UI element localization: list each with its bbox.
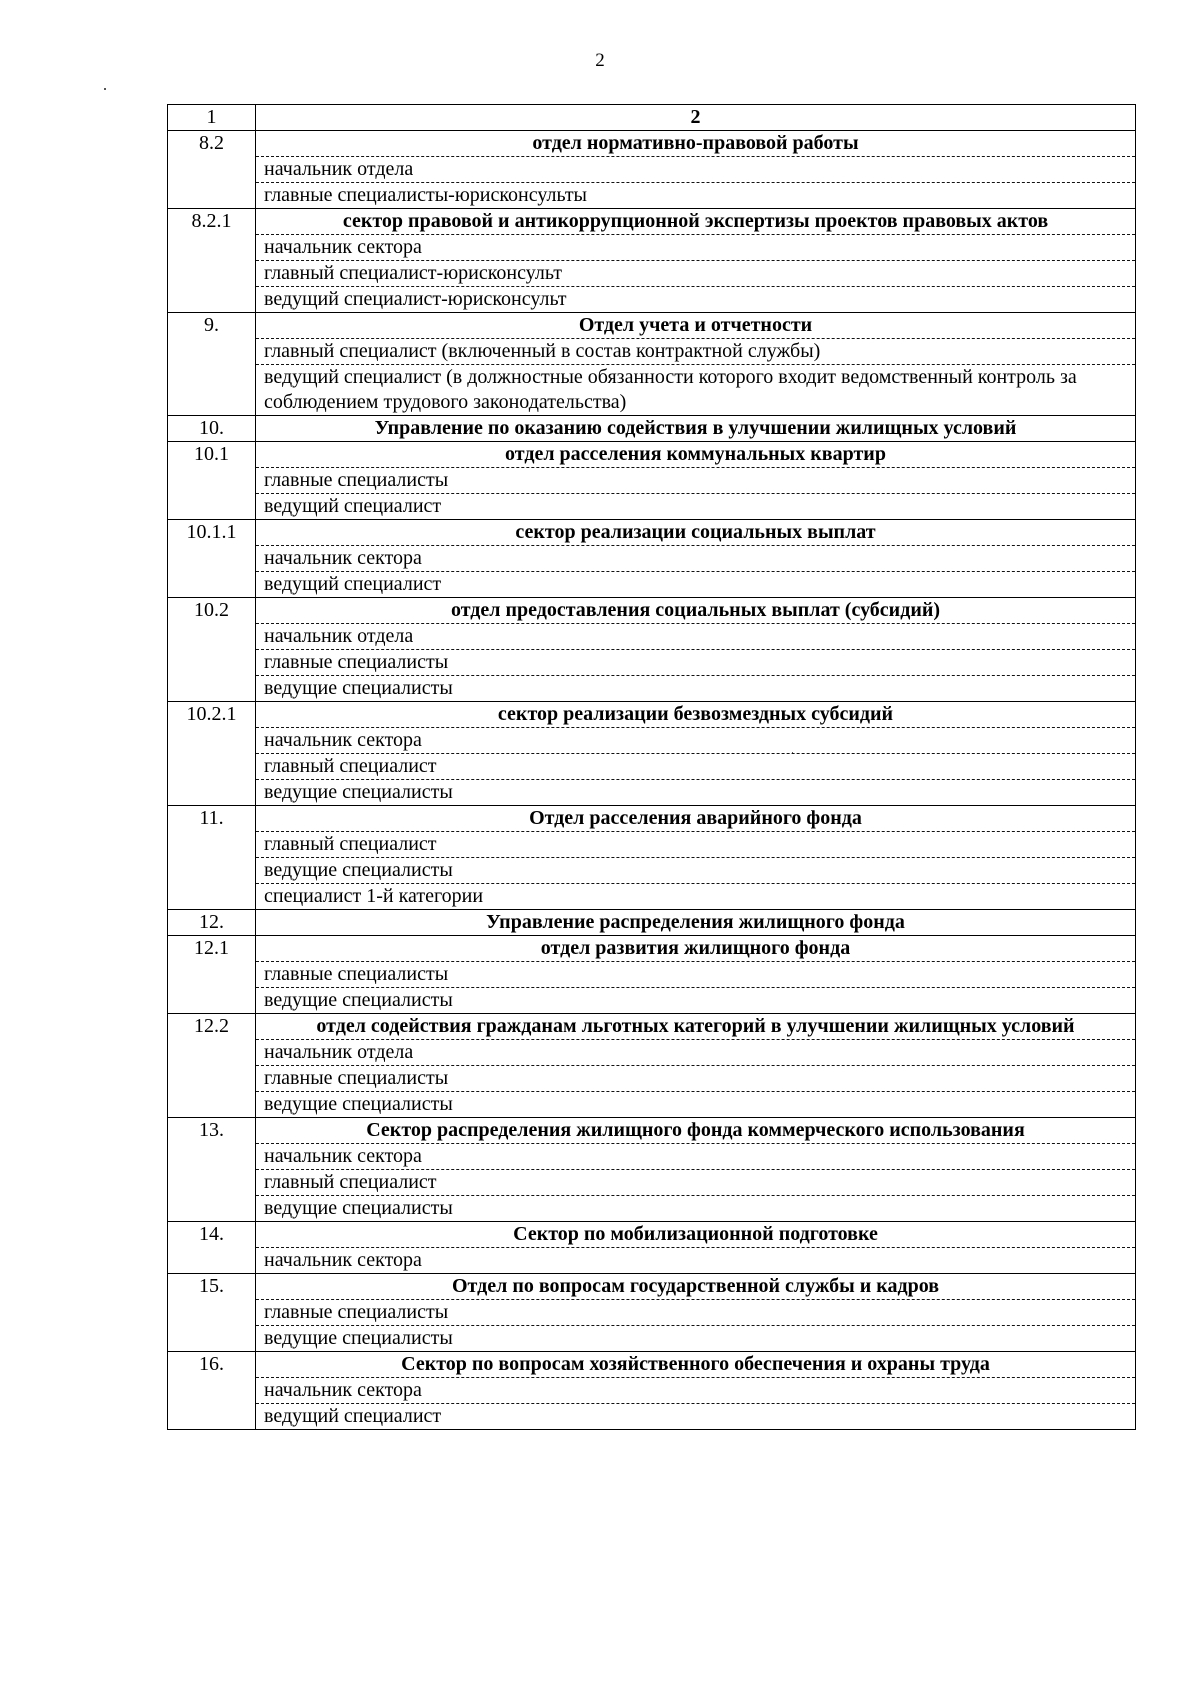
position-name: главные специалисты — [256, 962, 1136, 988]
section-row — [168, 598, 1136, 624]
section-title: отдел предоставления социальных выплат (субсидий) — [256, 598, 1136, 624]
position-name: ведущие специалисты — [256, 1326, 1136, 1352]
scan-speck — [104, 88, 106, 90]
section-number: 14. — [168, 1222, 256, 1274]
section-number: 15. — [168, 1274, 256, 1352]
position-row — [168, 832, 1136, 858]
staff-structure-table — [167, 104, 1136, 1430]
section-number: 8.2 — [168, 131, 256, 209]
position-row — [168, 1170, 1136, 1196]
section-number: 9. — [168, 313, 256, 416]
position-row — [168, 884, 1136, 910]
section-row — [168, 1274, 1136, 1300]
position-row — [168, 494, 1136, 520]
section-row — [168, 910, 1136, 936]
section-row — [168, 1352, 1136, 1378]
position-name: начальник сектора — [256, 235, 1136, 261]
position-name: ведущие специалисты — [256, 780, 1136, 806]
section-title: Управление по оказанию содействия в улучшении жилищных условий — [256, 416, 1136, 442]
section-number: 12. — [168, 910, 256, 936]
section-number: 12.2 — [168, 1014, 256, 1118]
position-name: специалист 1-й категории — [256, 884, 1136, 910]
position-name: ведущий специалист — [256, 572, 1136, 598]
position-row — [168, 1066, 1136, 1092]
position-name: ведущий специалист — [256, 494, 1136, 520]
position-name: главные специалисты — [256, 468, 1136, 494]
section-number: 10. — [168, 416, 256, 442]
position-row — [168, 365, 1136, 416]
section-number: 8.2.1 — [168, 209, 256, 313]
position-row — [168, 780, 1136, 806]
position-name: ведущий специалист — [256, 1404, 1136, 1430]
table-body — [168, 105, 1136, 1430]
position-row — [168, 988, 1136, 1014]
position-row — [168, 1326, 1136, 1352]
section-number: 13. — [168, 1118, 256, 1222]
position-name: главные специалисты — [256, 1066, 1136, 1092]
position-name: главный специалист-юрисконсульт — [256, 261, 1136, 287]
position-row — [168, 1092, 1136, 1118]
header-col-2: 2 — [256, 105, 1136, 131]
position-row — [168, 1248, 1136, 1274]
position-name: начальник сектора — [256, 1378, 1136, 1404]
position-row — [168, 624, 1136, 650]
section-number: 10.2.1 — [168, 702, 256, 806]
section-title: отдел развития жилищного фонда — [256, 936, 1136, 962]
position-row — [168, 858, 1136, 884]
position-row — [168, 546, 1136, 572]
section-number: 11. — [168, 806, 256, 910]
page-number: 2 — [595, 50, 605, 71]
section-title: отдел содействия гражданам льготных категорий в улучшении жилищных условий — [256, 1014, 1136, 1040]
position-row — [168, 339, 1136, 365]
section-row — [168, 806, 1136, 832]
position-row — [168, 650, 1136, 676]
section-title: Сектор по мобилизационной подготовке — [256, 1222, 1136, 1248]
section-row — [168, 520, 1136, 546]
position-name: начальник сектора — [256, 1248, 1136, 1274]
position-row — [168, 1144, 1136, 1170]
section-title: сектор реализации социальных выплат — [256, 520, 1136, 546]
position-row — [168, 1378, 1136, 1404]
position-row — [168, 962, 1136, 988]
position-row — [168, 183, 1136, 209]
section-title: Сектор по вопросам хозяйственного обеспечения и охраны труда — [256, 1352, 1136, 1378]
section-row — [168, 131, 1136, 157]
section-title: Отдел расселения аварийного фонда — [256, 806, 1136, 832]
position-name: главные специалисты — [256, 1300, 1136, 1326]
section-row — [168, 1118, 1136, 1144]
position-name: начальник отдела — [256, 624, 1136, 650]
position-row — [168, 754, 1136, 780]
position-row — [168, 728, 1136, 754]
position-name: ведущие специалисты — [256, 1196, 1136, 1222]
position-row — [168, 1196, 1136, 1222]
section-number: 16. — [168, 1352, 256, 1430]
section-title: сектор правовой и антикоррупционной экспертизы проектов правовых актов — [256, 209, 1136, 235]
section-row — [168, 209, 1136, 235]
section-row — [168, 702, 1136, 728]
section-row — [168, 416, 1136, 442]
position-row — [168, 676, 1136, 702]
section-row — [168, 1222, 1136, 1248]
position-name: ведущие специалисты — [256, 988, 1136, 1014]
position-row — [168, 261, 1136, 287]
position-row — [168, 1300, 1136, 1326]
section-row — [168, 442, 1136, 468]
position-name: главный специалист (включенный в состав контрактной службы) — [256, 339, 1136, 365]
table-header-row — [168, 105, 1136, 131]
position-row — [168, 287, 1136, 313]
section-title: отдел нормативно-правовой работы — [256, 131, 1136, 157]
section-title: Сектор распределения жилищного фонда коммерческого использования — [256, 1118, 1136, 1144]
position-name: начальник сектора — [256, 728, 1136, 754]
section-number: 10.1 — [168, 442, 256, 520]
position-name: ведущие специалисты — [256, 858, 1136, 884]
position-name: ведущий специалист (в должностные обязанности которого входит ведомственный контроль за соблюдением трудового законодательства) — [256, 365, 1136, 416]
section-number: 12.1 — [168, 936, 256, 1014]
position-row — [168, 1040, 1136, 1066]
section-title: Отдел по вопросам государственной службы и кадров — [256, 1274, 1136, 1300]
position-row — [168, 572, 1136, 598]
section-number: 10.1.1 — [168, 520, 256, 598]
section-row — [168, 936, 1136, 962]
position-name: ведущие специалисты — [256, 1092, 1136, 1118]
position-name: главный специалист — [256, 832, 1136, 858]
section-row — [168, 1014, 1136, 1040]
position-row — [168, 157, 1136, 183]
position-name: главные специалисты — [256, 650, 1136, 676]
position-row — [168, 1404, 1136, 1430]
section-title: Отдел учета и отчетности — [256, 313, 1136, 339]
position-name: главный специалист — [256, 1170, 1136, 1196]
header-col-1: 1 — [168, 105, 256, 131]
position-name: главные специалисты-юрисконсульты — [256, 183, 1136, 209]
section-row — [168, 313, 1136, 339]
section-title: отдел расселения коммунальных квартир — [256, 442, 1136, 468]
section-title: Управление распределения жилищного фонда — [256, 910, 1136, 936]
position-name: ведущий специалист-юрисконсульт — [256, 287, 1136, 313]
position-name: начальник сектора — [256, 546, 1136, 572]
position-name: ведущие специалисты — [256, 676, 1136, 702]
position-name: начальник отдела — [256, 157, 1136, 183]
position-name: начальник отдела — [256, 1040, 1136, 1066]
position-row — [168, 235, 1136, 261]
position-row — [168, 468, 1136, 494]
section-title: сектор реализации безвозмездных субсидий — [256, 702, 1136, 728]
section-number: 10.2 — [168, 598, 256, 702]
position-name: начальник сектора — [256, 1144, 1136, 1170]
position-name: главный специалист — [256, 754, 1136, 780]
